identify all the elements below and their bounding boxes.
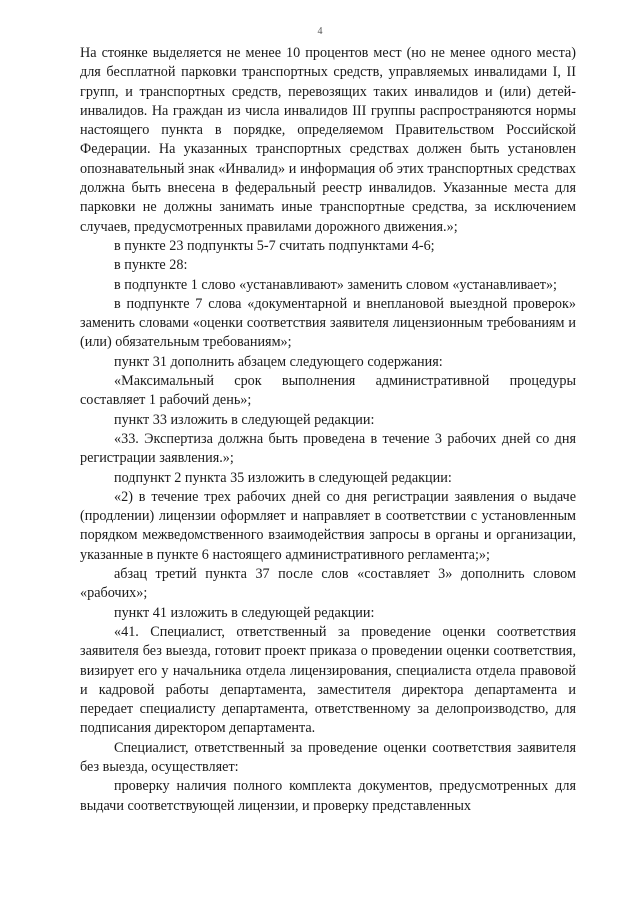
paragraph: «2) в течение трех рабочих дней со дня регистрации заявления о выдаче (продлении) лицензии оформляет и направляет в соответствии с установленным порядком межведомственного взаимодействия запросы в органы и организации, указанные в пункте 6 настоящего административного регламента;»;: [80, 488, 576, 563]
paragraph: пункт 41 изложить в следующей редакции:: [114, 604, 375, 621]
paragraph: пункт 31 дополнить абзацем следующего содержания:: [114, 353, 443, 370]
paragraph: «Максимальный срок выполнения административной процедуры составляет 1 рабочий день»;: [80, 373, 576, 409]
paragraph: в пункте 28:: [114, 257, 188, 274]
paragraph: пункт 33 изложить в следующей редакции:: [114, 411, 375, 428]
paragraph: «33. Экспертиза должна быть проведена в течение 3 рабочих дней со дня регистрации заявления.»;: [80, 430, 576, 467]
document-body: [80, 44, 576, 816]
paragraph: подпункт 2 пункта 35 изложить в следующей редакции:: [114, 469, 452, 486]
paragraph: в пункте 23 подпункты 5-7 считать подпунктами 4-6;: [114, 237, 435, 254]
paragraph: в подпункте 7 слова «документарной и внеплановой выездной проверок» заменить словами «оценки соответствия заявителя лицензионным требованиям и (или) обязательным требованиям»;: [80, 295, 576, 351]
paragraph: На стоянке выделяется не менее 10 процентов мест (но не менее одного места) для бесплатной парковки транспортных средств, управляемых инвалидами I, II групп, и транспортных средств, перевозящих таких инвалидов и (или) детей-инвалидов. На граждан из числа инвалидов III группы распространяются нормы настоящего пункта в порядке, определяемом Правительством Российской Федерации. На указанных транспортных средствах должен быть установлен опознавательный знак «Инвалид» и информация об этих транспортных средствах должна быть внесена в федеральный реестр инвалидов. Указанные места для парковки не должны занимать иные транспортные средства, за исключением случаев, предусмотренных правилами дорожного движения.»;: [80, 45, 576, 235]
paragraph: Специалист, ответственный за проведение оценки соответствия заявителя без выезда, осуществляет:: [80, 739, 576, 775]
paragraph: в подпункте 1 слово «устанавливают» заменить словом «устанавливает»;: [114, 276, 557, 293]
paragraph: абзац третий пункта 37 после слов «составляет 3» дополнить словом «рабочих»;: [80, 566, 576, 602]
paragraph: проверку наличия полного комплекта документов, предусмотренных для выдачи соответствующей лицензии, и проверку представленных: [80, 778, 576, 814]
paragraph: «41. Специалист, ответственный за проведение оценки соответствия заявителя без выезда, готовит проект приказа о проведении оценки соответствия, визирует его у начальника отдела лицензирования, специалиста отдела правовой и кадровой работы департамента, заместителя директора департамента и передает специалисту департамента, ответственному за делопроизводство, для подписания директором департамента.: [80, 623, 576, 737]
page-number: 4: [317, 26, 323, 37]
